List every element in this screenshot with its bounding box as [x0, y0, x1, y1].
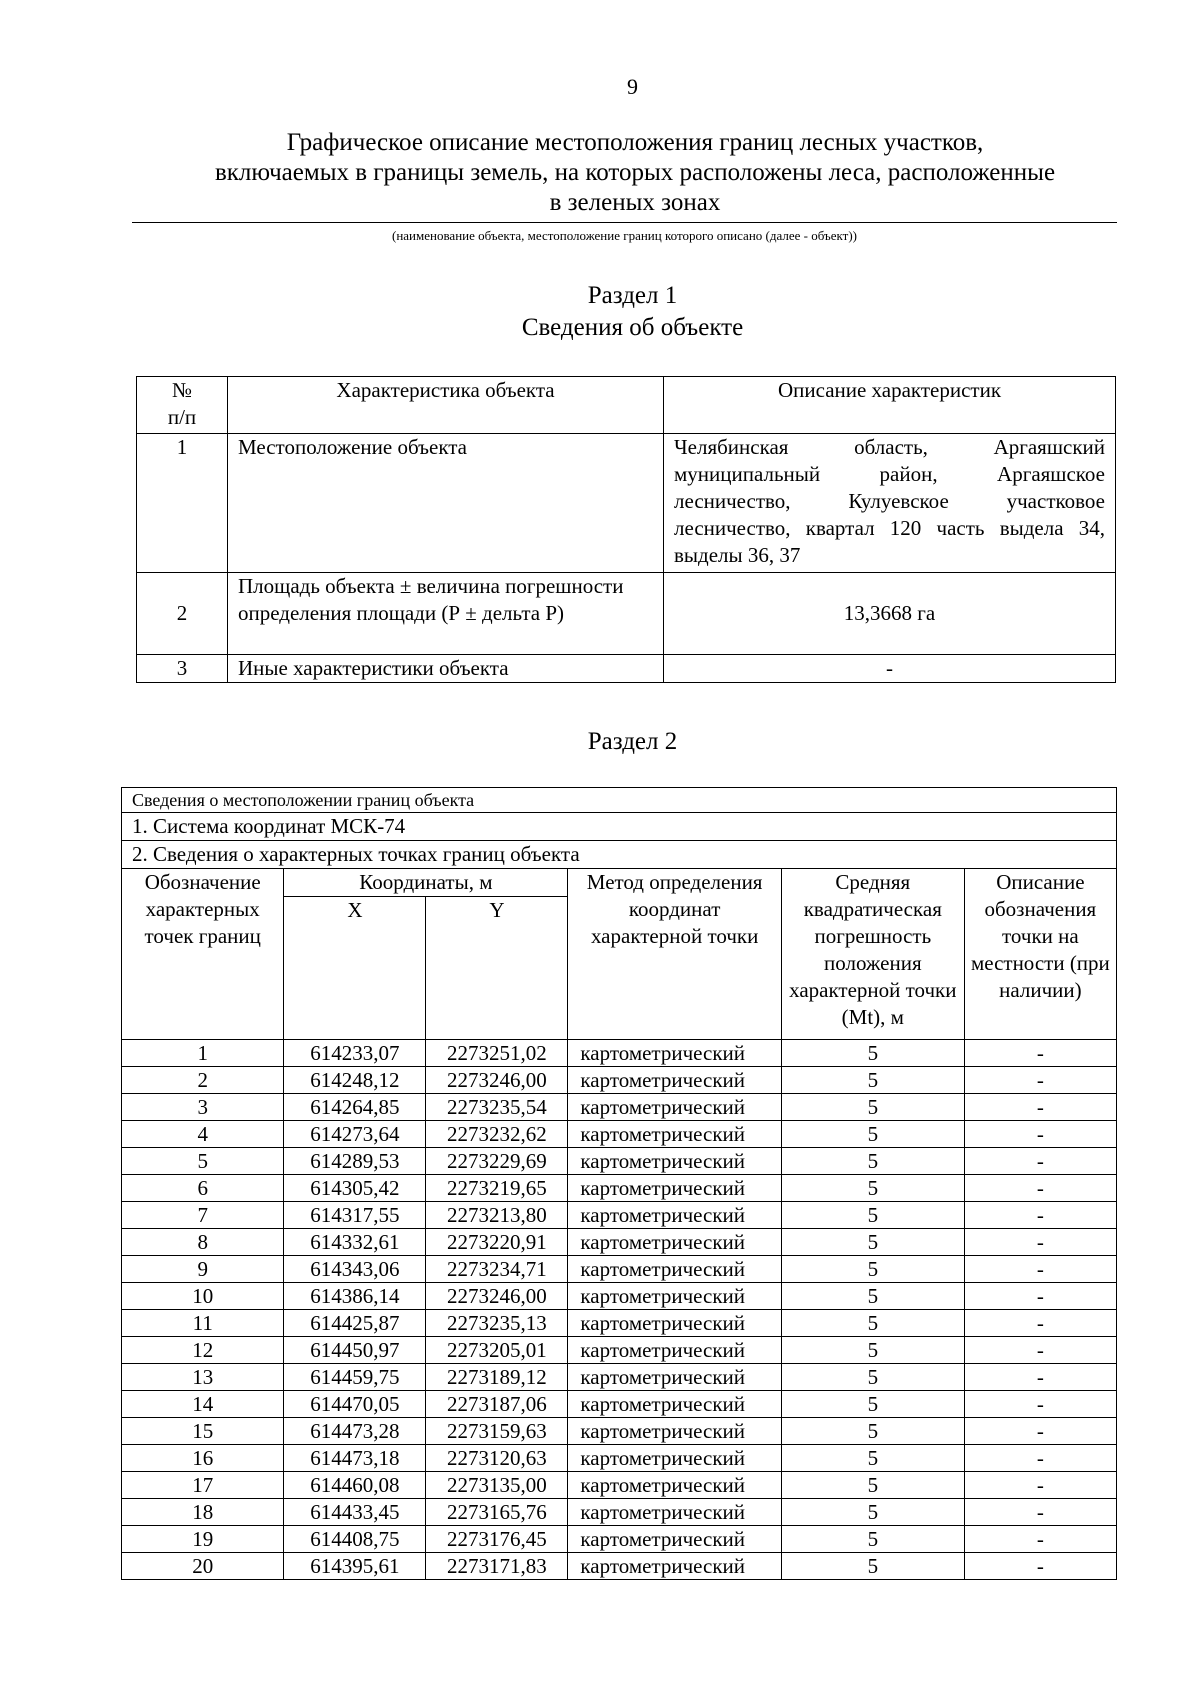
header-method: Метод определения координат характерной точки: [568, 869, 782, 1040]
method: картометрический: [568, 1526, 782, 1553]
x-coordinate: 614343,06: [284, 1256, 426, 1283]
mean-error: 5: [781, 1148, 964, 1175]
point-description: -: [964, 1229, 1116, 1256]
table-row: [122, 1526, 1117, 1553]
header-x: X: [284, 897, 426, 1040]
table-row: [122, 1391, 1117, 1418]
title-line-1: Графическое описание местоположения границ лесных участков,: [286, 129, 984, 156]
point-description: -: [964, 1418, 1116, 1445]
row-characteristic: Местоположение объекта: [228, 434, 664, 573]
table-row: [122, 1256, 1117, 1283]
point-description: -: [964, 1148, 1116, 1175]
point-number: 12: [122, 1337, 284, 1364]
page-number: 9: [627, 74, 638, 99]
row-characteristic: Иные характеристики объекта: [228, 655, 664, 683]
mean-error: 5: [781, 1472, 964, 1499]
point-description: -: [964, 1256, 1116, 1283]
row-number: 2: [137, 573, 228, 655]
points-title-row: [122, 841, 1117, 869]
mean-error: 5: [781, 1391, 964, 1418]
table-row: [122, 1337, 1117, 1364]
mean-error: 5: [781, 1337, 964, 1364]
point-number: 1: [122, 1040, 284, 1067]
points-title: 2. Сведения о характерных точках границ объекта: [122, 841, 1117, 869]
point-description: -: [964, 1391, 1116, 1418]
point-description: -: [964, 1094, 1116, 1121]
table-row: [122, 1067, 1117, 1094]
header-point-description: Описание обозначения точки на местности (при наличии): [964, 869, 1116, 1040]
y-coordinate: 2273246,00: [426, 1283, 568, 1310]
x-coordinate: 614473,28: [284, 1418, 426, 1445]
y-coordinate: 2273176,45: [426, 1526, 568, 1553]
y-coordinate: 2273189,12: [426, 1364, 568, 1391]
point-number: 5: [122, 1148, 284, 1175]
row-description: 13,3668 га: [664, 573, 1116, 655]
y-coordinate: 2273135,00: [426, 1472, 568, 1499]
point-number: 19: [122, 1526, 284, 1553]
point-description: -: [964, 1445, 1116, 1472]
method: картометрический: [568, 1175, 782, 1202]
header-y: Y: [426, 897, 568, 1040]
object-info-table: [136, 376, 1116, 683]
method: картометрический: [568, 1310, 782, 1337]
x-coordinate: 614248,12: [284, 1067, 426, 1094]
point-number: 2: [122, 1067, 284, 1094]
method: картометрический: [568, 1256, 782, 1283]
x-coordinate: 614433,45: [284, 1499, 426, 1526]
y-coordinate: 2273219,65: [426, 1175, 568, 1202]
y-coordinate: 2273187,06: [426, 1391, 568, 1418]
point-number: 9: [122, 1256, 284, 1283]
point-description: -: [964, 1553, 1116, 1580]
y-coordinate: 2273232,62: [426, 1121, 568, 1148]
y-coordinate: 2273159,63: [426, 1418, 568, 1445]
method: картометрический: [568, 1148, 782, 1175]
mean-error: 5: [781, 1121, 964, 1148]
header-description: Описание характеристик: [664, 377, 1116, 434]
y-coordinate: 2273165,76: [426, 1499, 568, 1526]
table-row: [122, 1229, 1117, 1256]
method: картометрический: [568, 1364, 782, 1391]
mean-error: 5: [781, 1175, 964, 1202]
table-row: [122, 1121, 1117, 1148]
boundary-points-table: [121, 787, 1117, 1580]
method: картометрический: [568, 1337, 782, 1364]
x-coordinate: 614386,14: [284, 1283, 426, 1310]
mean-error: 5: [781, 1067, 964, 1094]
x-coordinate: 614233,07: [284, 1040, 426, 1067]
point-number: 15: [122, 1418, 284, 1445]
table-row: [122, 1148, 1117, 1175]
method: картометрический: [568, 1553, 782, 1580]
x-coordinate: 614459,75: [284, 1364, 426, 1391]
y-coordinate: 2273246,00: [426, 1067, 568, 1094]
table-row: [122, 1364, 1117, 1391]
point-number: 10: [122, 1283, 284, 1310]
table-row: [122, 1175, 1117, 1202]
point-description: -: [964, 1364, 1116, 1391]
mean-error: 5: [781, 1040, 964, 1067]
y-coordinate: 2273220,91: [426, 1229, 568, 1256]
y-coordinate: 2273235,54: [426, 1094, 568, 1121]
table-row: [122, 1499, 1117, 1526]
y-coordinate: 2273229,69: [426, 1148, 568, 1175]
point-number: 14: [122, 1391, 284, 1418]
table-row: [122, 1445, 1117, 1472]
table-row: [122, 1283, 1117, 1310]
x-coordinate: 614470,05: [284, 1391, 426, 1418]
x-coordinate: 614408,75: [284, 1526, 426, 1553]
method: картометрический: [568, 1499, 782, 1526]
row-description: -: [664, 655, 1116, 683]
method: картометрический: [568, 1067, 782, 1094]
coord-system-row: [122, 813, 1117, 841]
info-line: Сведения о местоположении границ объекта: [122, 788, 1117, 813]
points-table-body: [122, 1040, 1117, 1580]
x-coordinate: 614317,55: [284, 1202, 426, 1229]
point-number: 13: [122, 1364, 284, 1391]
method: картометрический: [568, 1094, 782, 1121]
point-number: 4: [122, 1121, 284, 1148]
x-coordinate: 614264,85: [284, 1094, 426, 1121]
point-description: -: [964, 1526, 1116, 1553]
row-description: Челябинская область, Аргаяшский муниципальный район, Аргаяшское лесничество, Кулуевское участковое лесничество, квартал 120 часть выдела 34, выделы 36, 37: [664, 434, 1116, 573]
x-coordinate: 614460,08: [284, 1472, 426, 1499]
coord-system: 1. Система координат МСК-74: [122, 813, 1117, 841]
title-underline: [132, 222, 1117, 223]
point-description: -: [964, 1337, 1116, 1364]
mean-error: 5: [781, 1202, 964, 1229]
mean-error: 5: [781, 1283, 964, 1310]
point-description: -: [964, 1283, 1116, 1310]
y-coordinate: 2273251,02: [426, 1040, 568, 1067]
point-description: -: [964, 1472, 1116, 1499]
point-number: 8: [122, 1229, 284, 1256]
method: картометрический: [568, 1391, 782, 1418]
header-error: Средняя квадратическая погрешность положения характерной точки (Mt), м: [781, 869, 964, 1040]
y-coordinate: 2273235,13: [426, 1310, 568, 1337]
header-number-label: п/п: [167, 405, 197, 429]
point-number: 6: [122, 1175, 284, 1202]
method: картометрический: [568, 1040, 782, 1067]
mean-error: 5: [781, 1526, 964, 1553]
mean-error: 5: [781, 1364, 964, 1391]
y-coordinate: 2273234,71: [426, 1256, 568, 1283]
method: картометрический: [568, 1418, 782, 1445]
point-description: -: [964, 1040, 1116, 1067]
table-row: [122, 1310, 1117, 1337]
table-row: [122, 1040, 1117, 1067]
point-number: 7: [122, 1202, 284, 1229]
point-number: 17: [122, 1472, 284, 1499]
table-row: [137, 573, 1116, 655]
y-coordinate: 2273213,80: [426, 1202, 568, 1229]
mean-error: 5: [781, 1094, 964, 1121]
header-number-symbol: №: [171, 378, 193, 402]
section2-heading: Раздел 2: [587, 728, 678, 755]
table-row: [137, 655, 1116, 683]
row-characteristic: Площадь объекта ± величина погрешности определения площади (Р ± дельта Р): [228, 573, 664, 655]
point-number: 3: [122, 1094, 284, 1121]
table-row: [122, 1472, 1117, 1499]
x-coordinate: 614273,64: [284, 1121, 426, 1148]
header-characteristic: Характеристика объекта: [228, 377, 664, 434]
point-description: -: [964, 1310, 1116, 1337]
title-line-3: в зеленых зонах: [549, 189, 721, 216]
x-coordinate: 614289,53: [284, 1148, 426, 1175]
table-row: [122, 1202, 1117, 1229]
title-caption: (наименование объекта, местоположение границ которого описано (далее - объект)): [392, 228, 857, 243]
y-coordinate: 2273205,01: [426, 1337, 568, 1364]
y-coordinate: 2273171,83: [426, 1553, 568, 1580]
method: картометрический: [568, 1229, 782, 1256]
table-row: [122, 1418, 1117, 1445]
title-line-2: включаемых в границы земель, на которых расположены леса, расположенные: [214, 159, 1056, 186]
method: картометрический: [568, 1445, 782, 1472]
row-number: 1: [137, 434, 228, 573]
row-number: 3: [137, 655, 228, 683]
method: картометрический: [568, 1472, 782, 1499]
header-number: [137, 377, 228, 434]
section1-heading: Раздел 1: [587, 282, 678, 309]
mean-error: 5: [781, 1310, 964, 1337]
mean-error: 5: [781, 1256, 964, 1283]
x-coordinate: 614305,42: [284, 1175, 426, 1202]
y-coordinate: 2273120,63: [426, 1445, 568, 1472]
table-header-row: [122, 869, 1117, 897]
mean-error: 5: [781, 1553, 964, 1580]
table-row: [137, 434, 1116, 573]
point-number: 20: [122, 1553, 284, 1580]
point-description: -: [964, 1499, 1116, 1526]
point-description: -: [964, 1121, 1116, 1148]
x-coordinate: 614395,61: [284, 1553, 426, 1580]
point-description: -: [964, 1067, 1116, 1094]
x-coordinate: 614450,97: [284, 1337, 426, 1364]
method: картометрический: [568, 1283, 782, 1310]
point-number: 11: [122, 1310, 284, 1337]
mean-error: 5: [781, 1499, 964, 1526]
table-row: [122, 1553, 1117, 1580]
x-coordinate: 614332,61: [284, 1229, 426, 1256]
x-coordinate: 614473,18: [284, 1445, 426, 1472]
x-coordinate: 614425,87: [284, 1310, 426, 1337]
method: картометрический: [568, 1121, 782, 1148]
header-designation: Обозначение характерных точек границ: [122, 869, 284, 1040]
point-number: 16: [122, 1445, 284, 1472]
section1-subheading: Сведения об объекте: [521, 314, 744, 341]
method: картометрический: [568, 1202, 782, 1229]
table-header-row: [137, 377, 1116, 434]
document-title: [140, 128, 1130, 218]
table-row: [122, 1094, 1117, 1121]
mean-error: 5: [781, 1445, 964, 1472]
header-coordinates: Координаты, м: [284, 869, 568, 897]
point-number: 18: [122, 1499, 284, 1526]
point-description: -: [964, 1202, 1116, 1229]
info-row: [122, 788, 1117, 813]
mean-error: 5: [781, 1229, 964, 1256]
mean-error: 5: [781, 1418, 964, 1445]
point-description: -: [964, 1175, 1116, 1202]
